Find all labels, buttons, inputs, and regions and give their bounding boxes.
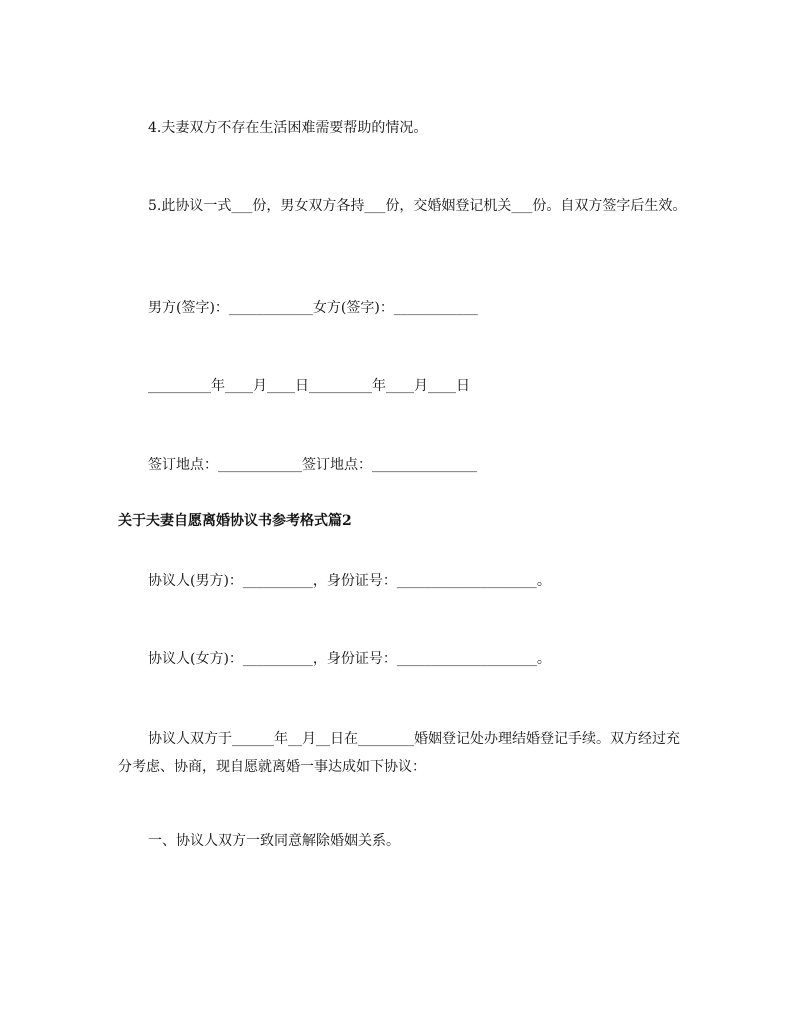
clause-one: 一、协议人双方一致同意解除婚姻关系。 <box>148 833 400 849</box>
marriage-registration-paragraph: 协议人双方于______年__月__日在________婚姻登记处办理结婚登记手续。双方经过充分考虑、协商，现自愿就离婚一事达成如下协议： <box>118 731 680 775</box>
signing-location-line: 签订地点：____________签订地点：_______________ <box>148 457 477 473</box>
signature-line: 男方(签字)：____________女方(签字)：____________ <box>148 300 478 316</box>
party-male-line: 协议人(男方)：__________，身份证号：____________________。 <box>148 573 551 589</box>
clause-4: 4.夫妻双方不存在生活困难需要帮助的情况。 <box>148 120 428 136</box>
clause-5: 5.此协议一式___份，男女双方各持___份，交婚姻登记机关___份。自双方签字后生效。 <box>148 198 687 214</box>
section-title: 关于夫妻自愿离婚协议书参考格式篇2 <box>118 513 352 529</box>
date-line: _________年____月____日_________年____月____日 <box>148 378 470 394</box>
party-female-line: 协议人(女方)：__________，身份证号：____________________。 <box>148 651 551 667</box>
